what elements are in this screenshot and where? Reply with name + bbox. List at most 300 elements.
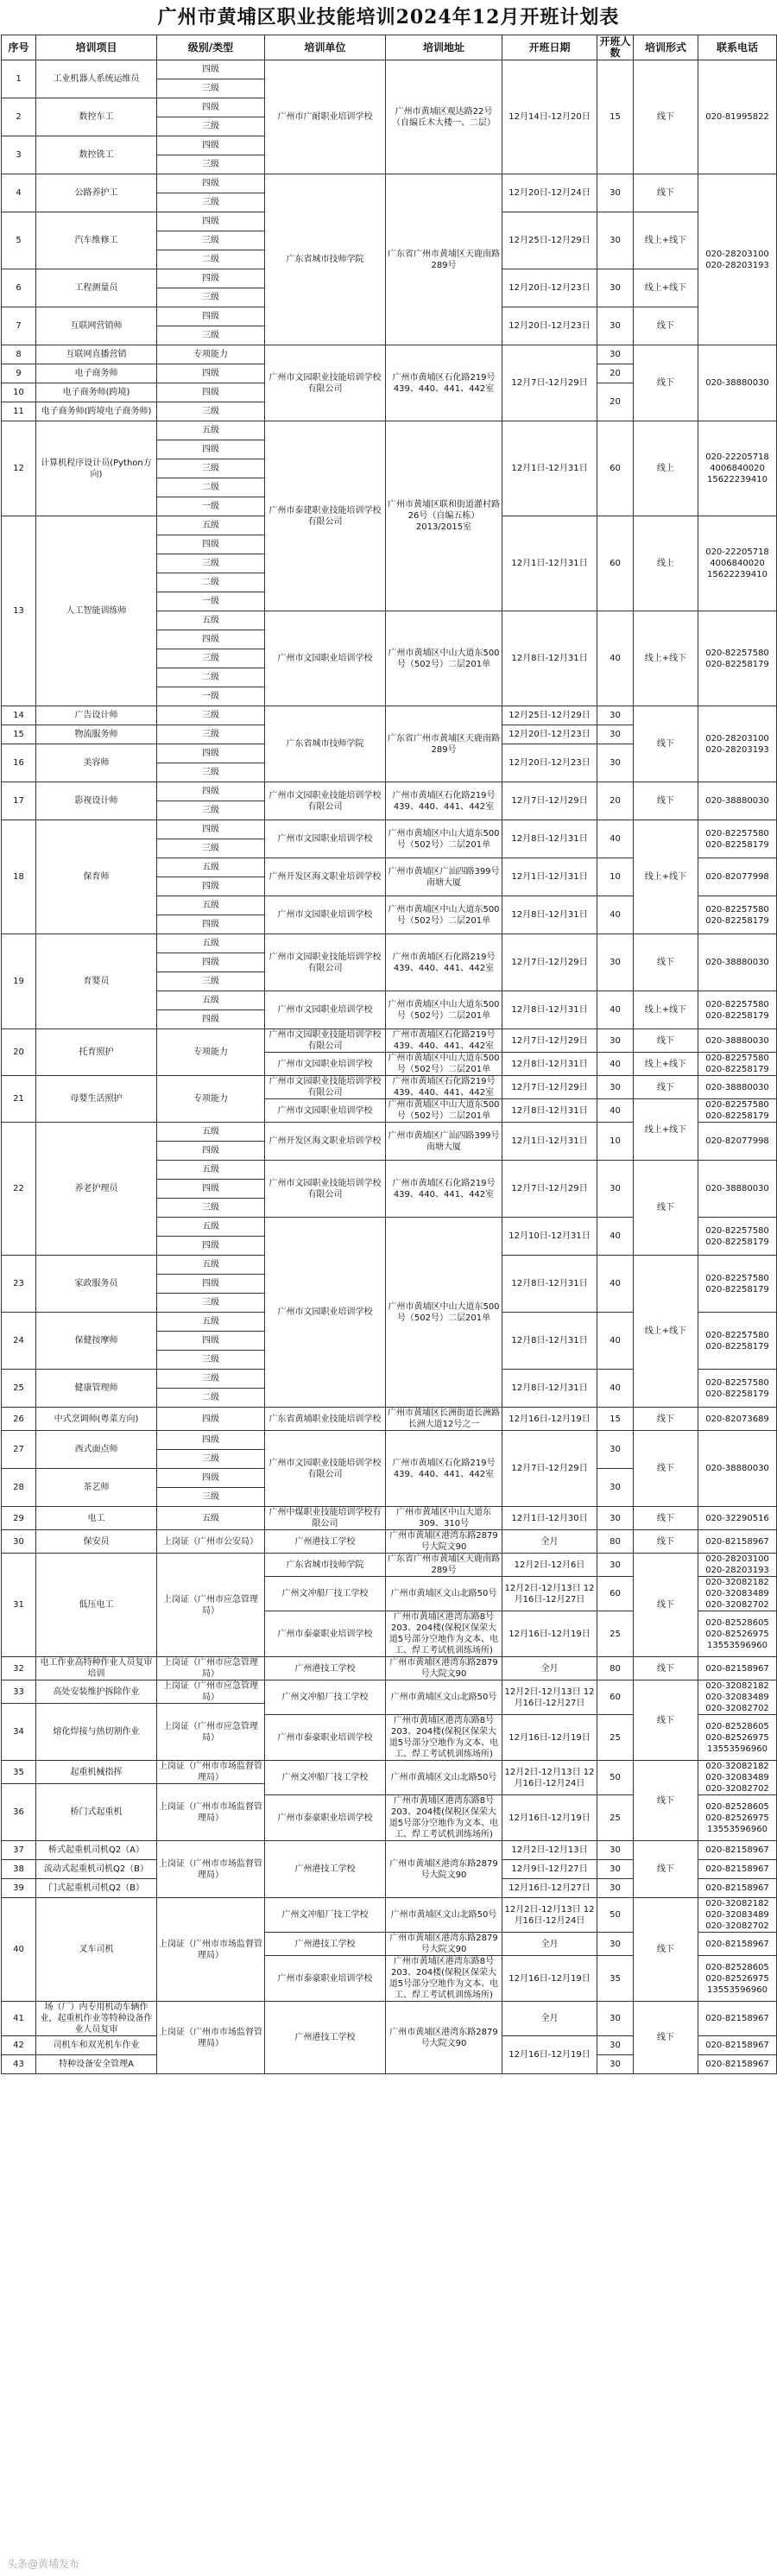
col-project-cell: 工业机器人系统运维员 bbox=[36, 60, 157, 98]
col-date-cell: 12月9日-12月27日 bbox=[502, 1860, 597, 1879]
col-address-cell: 广州市黄埔区石化路219号439、440、441、442室 bbox=[386, 1029, 502, 1053]
source-watermark: 头条@黄埔发布 bbox=[7, 2558, 80, 2570]
col-level-cell: 二级 bbox=[157, 478, 265, 497]
col-date-cell: 12月20日-12月23日 bbox=[502, 269, 597, 307]
col-level-cell: 上岗证（广州市公安局） bbox=[157, 1530, 265, 1554]
col-phone-header: 联系电话 bbox=[698, 35, 777, 60]
col-level-cell: 五级 bbox=[157, 1256, 265, 1275]
col-unit-cell: 广州港技工学校 bbox=[265, 1841, 386, 1898]
col-phone-cell: 020-82158967 bbox=[698, 2002, 777, 2036]
col-seq-cell: 37 bbox=[2, 1841, 36, 1860]
col-address-cell: 广州市黄埔区中山大道东500号（502号）二层201单 bbox=[386, 1053, 502, 1076]
col-seq-cell: 10 bbox=[2, 383, 36, 402]
col-seq-cell: 12 bbox=[2, 421, 36, 516]
col-date-cell: 12月16日-12月19日 bbox=[502, 2036, 597, 2074]
col-seq-cell: 33 bbox=[2, 1680, 36, 1704]
col-level-cell: 上岗证（广州市市场监督管理局） bbox=[157, 1761, 265, 1784]
col-project-cell: 托育照护 bbox=[36, 1029, 157, 1076]
col-phone-cell: 020-82257580 020-82258179 bbox=[698, 1053, 777, 1076]
col-level-cell: 四级 bbox=[157, 782, 265, 801]
col-unit-cell: 广州市泰建职业技能培训学校有限公司 bbox=[265, 421, 386, 611]
col-mode-cell: 线下 bbox=[634, 1161, 698, 1256]
col-phone-cell: 020-22205718 4006840020 15622239410 bbox=[698, 421, 777, 516]
col-address-cell: 广州市黄埔区中山大道东500号（502号）二层201单 bbox=[386, 1099, 502, 1123]
col-mode-cell: 线下 bbox=[634, 307, 698, 345]
col-seq-cell: 11 bbox=[2, 402, 36, 421]
col-phone-cell: 020-82158967 bbox=[698, 1841, 777, 1860]
col-mode-cell: 线上+线下 bbox=[634, 611, 698, 706]
col-level-cell: 三级 bbox=[157, 288, 265, 307]
col-date-cell: 12月14日-12月20日 bbox=[502, 60, 597, 174]
col-project-cell: 高处安装维护拆除作业 bbox=[36, 1680, 157, 1704]
col-unit-cell: 广东省城市技师学院 bbox=[265, 174, 386, 345]
col-count-cell: 40 bbox=[597, 1313, 634, 1370]
col-date-cell: 全月 bbox=[502, 1657, 597, 1680]
col-project-cell: 熔化焊接与热切割作业 bbox=[36, 1704, 157, 1761]
table-row bbox=[2, 60, 777, 79]
col-seq-cell: 24 bbox=[2, 1313, 36, 1370]
col-phone-cell: 020-82158967 bbox=[698, 2055, 777, 2074]
col-seq-cell: 9 bbox=[2, 364, 36, 383]
col-phone-cell: 020-82257580 020-82258179 bbox=[698, 611, 777, 706]
col-project-cell: 育婴员 bbox=[36, 934, 157, 1029]
table-row bbox=[2, 1841, 777, 1860]
col-count-cell: 30 bbox=[597, 1507, 634, 1530]
col-phone-cell: 020-82257580 020-82258179 bbox=[698, 1370, 777, 1408]
col-address-cell: 广州市黄埔区中山大道东309、310号 bbox=[386, 1507, 502, 1530]
col-mode-cell: 线下 bbox=[634, 1761, 698, 1841]
col-level-cell: 专项能力 bbox=[157, 1029, 265, 1076]
col-level-cell: 三级 bbox=[157, 725, 265, 744]
col-unit-cell: 广州市文园职业培训学校 bbox=[265, 1053, 386, 1076]
col-date-cell: 12月8日-12月31日 bbox=[502, 991, 597, 1029]
col-seq-cell: 28 bbox=[2, 1469, 36, 1507]
col-address-cell: 广州市黄埔区中山大道东500号（502号）二层201单 bbox=[386, 1218, 502, 1408]
col-seq-cell: 40 bbox=[2, 1898, 36, 2002]
table-row bbox=[2, 1431, 777, 1450]
col-date-cell: 12月25日-12月29日 bbox=[502, 706, 597, 725]
col-count-cell: 30 bbox=[597, 706, 634, 725]
col-mode-cell: 线下 bbox=[634, 174, 698, 212]
col-mode-header: 培训形式 bbox=[634, 35, 698, 60]
col-level-cell: 四级 bbox=[157, 98, 265, 117]
table-row bbox=[2, 1554, 777, 1577]
col-count-cell: 50 bbox=[597, 1898, 634, 1933]
col-mode-cell: 线下 bbox=[634, 1898, 698, 2002]
col-mode-cell: 线下 bbox=[634, 1657, 698, 1680]
col-mode-cell: 线下 bbox=[634, 1076, 698, 1099]
col-level-cell: 四级 bbox=[157, 269, 265, 288]
col-count-cell: 15 bbox=[597, 1408, 634, 1431]
col-seq-cell: 16 bbox=[2, 744, 36, 782]
col-count-cell: 30 bbox=[597, 1860, 634, 1879]
col-level-cell: 三级 bbox=[157, 801, 265, 820]
col-address-cell: 广州市黄埔区广汕四路399号南塘大厦 bbox=[386, 1123, 502, 1161]
col-level-cell: 专项能力 bbox=[157, 345, 265, 364]
col-level-cell: 四级 bbox=[157, 383, 265, 402]
col-project-cell: 起重机械指挥 bbox=[36, 1761, 157, 1784]
col-date-cell: 12月16日-12月19日 bbox=[502, 1408, 597, 1431]
col-unit-cell: 广州市广耐职业培训学校 bbox=[265, 60, 386, 174]
col-address-cell: 广州市黄埔区中山大道东500号（502号）二层201单 bbox=[386, 611, 502, 706]
col-address-cell: 广州市黄埔区中山大道东500号（502号）二层201单 bbox=[386, 820, 502, 858]
col-count-cell: 40 bbox=[597, 991, 634, 1029]
col-date-cell: 12月25日-12月29日 bbox=[502, 212, 597, 269]
table-row bbox=[2, 1076, 777, 1099]
col-level-cell: 四级 bbox=[157, 1469, 265, 1488]
col-project-cell: 场（厂）内专用机动车辆作业，起重机作业等特种设备作业人员复审 bbox=[36, 2002, 157, 2036]
col-level-cell: 五级 bbox=[157, 1313, 265, 1332]
col-address-cell: 广州市黄埔区港湾东路2879号大院文90 bbox=[386, 1933, 502, 1956]
col-seq-cell: 3 bbox=[2, 136, 36, 174]
col-level-cell: 五级 bbox=[157, 858, 265, 877]
col-seq-cell: 17 bbox=[2, 782, 36, 820]
col-date-cell: 12月1日-12月31日 bbox=[502, 421, 597, 516]
table-row bbox=[2, 2002, 777, 2036]
col-seq-cell: 26 bbox=[2, 1408, 36, 1431]
col-project-cell: 中式烹调师(粤菜方向) bbox=[36, 1408, 157, 1431]
col-date-cell: 12月7日-12月29日 bbox=[502, 1431, 597, 1507]
col-project-cell: 低压电工 bbox=[36, 1554, 157, 1657]
col-unit-cell: 广州市文园职业技能培训学校有限公司 bbox=[265, 1076, 386, 1099]
col-level-cell: 四级 bbox=[157, 1010, 265, 1029]
col-project-cell: 西式面点师 bbox=[36, 1431, 157, 1469]
col-mode-cell: 线下 bbox=[634, 1431, 698, 1507]
col-unit-cell: 广州市文园职业培训学校 bbox=[265, 820, 386, 858]
col-count-cell: 20 bbox=[597, 782, 634, 820]
table-row bbox=[2, 706, 777, 725]
col-level-cell: 五级 bbox=[157, 611, 265, 630]
col-phone-cell: 020-82528605 020-82526975 13553596960 bbox=[698, 1956, 777, 2002]
col-mode-cell: 线下 bbox=[634, 2002, 698, 2074]
table-row bbox=[2, 934, 777, 953]
col-date-cell: 12月8日-12月31日 bbox=[502, 1099, 597, 1123]
col-phone-cell: 020-82257580 020-82258179 bbox=[698, 820, 777, 858]
col-level-cell: 三级 bbox=[157, 706, 265, 725]
col-count-cell: 30 bbox=[597, 307, 634, 345]
col-unit-cell: 广州市泰豪职业培训学校 bbox=[265, 1956, 386, 2002]
col-project-cell: 美容师 bbox=[36, 744, 157, 782]
col-seq-cell: 5 bbox=[2, 212, 36, 269]
col-level-cell: 一级 bbox=[157, 497, 265, 516]
col-seq-cell: 15 bbox=[2, 725, 36, 744]
col-unit-cell: 广州市文园职业培训学校 bbox=[265, 1099, 386, 1123]
table-row bbox=[2, 782, 777, 801]
col-address-cell: 广州市黄埔区长洲街道长洲路长洲大道12号之一 bbox=[386, 1408, 502, 1431]
col-count-cell: 30 bbox=[597, 1933, 634, 1956]
col-count-cell: 30 bbox=[597, 212, 634, 269]
col-address-cell: 广州市黄埔区港湾东路8号203、204楼(保税区保荣大道5号部分空地作为文本、电工、焊工考试机训练场所) bbox=[386, 1611, 502, 1657]
col-seq-cell: 4 bbox=[2, 174, 36, 212]
col-unit-cell: 广州市泰豪职业培训学校 bbox=[265, 1611, 386, 1657]
col-count-cell: 10 bbox=[597, 1123, 634, 1161]
col-seq-cell: 13 bbox=[2, 516, 36, 706]
col-project-cell: 互联网直播营销 bbox=[36, 345, 157, 364]
col-level-header: 级别/类型 bbox=[157, 35, 265, 60]
col-level-cell: 三级 bbox=[157, 839, 265, 858]
col-date-cell: 12月7日-12月29日 bbox=[502, 934, 597, 991]
col-level-cell: 四级 bbox=[157, 820, 265, 839]
col-unit-cell: 广州市文园职业培训学校 bbox=[265, 896, 386, 934]
col-count-cell: 30 bbox=[597, 1469, 634, 1507]
col-seq-cell: 29 bbox=[2, 1507, 36, 1530]
col-phone-cell: 020-28203100 020-28203193 bbox=[698, 1554, 777, 1577]
table-row bbox=[2, 1530, 777, 1554]
page-title: 广州市黄埔区职业技能培训2024年12月开班计划表 bbox=[157, 6, 620, 28]
col-project-cell: 工程测量员 bbox=[36, 269, 157, 307]
col-date-cell: 12月8日-12月31日 bbox=[502, 1053, 597, 1076]
col-date-cell: 12月2日-12月13日 12月16日-12月24日 bbox=[502, 1761, 597, 1795]
col-date-cell: 12月7日-12月29日 bbox=[502, 1029, 597, 1053]
col-address-cell: 广州市黄埔区港湾东路2879号大院文90 bbox=[386, 2002, 502, 2074]
col-level-cell: 一级 bbox=[157, 687, 265, 706]
col-phone-cell: 020-38880030 bbox=[698, 1076, 777, 1099]
col-date-cell: 12月8日-12月31日 bbox=[502, 896, 597, 934]
col-count-cell: 60 bbox=[597, 421, 634, 516]
col-level-cell: 四级 bbox=[157, 630, 265, 649]
col-date-cell: 12月7日-12月29日 bbox=[502, 1161, 597, 1218]
col-count-cell: 30 bbox=[597, 2055, 634, 2074]
col-level-cell: 二级 bbox=[157, 668, 265, 687]
col-date-cell: 12月8日-12月31日 bbox=[502, 1256, 597, 1313]
col-count-cell: 30 bbox=[597, 725, 634, 744]
col-level-cell: 三级 bbox=[157, 155, 265, 174]
col-seq-cell: 14 bbox=[2, 706, 36, 725]
col-count-cell: 25 bbox=[597, 1611, 634, 1657]
col-level-cell: 四级 bbox=[157, 535, 265, 554]
col-level-cell: 四级 bbox=[157, 212, 265, 231]
col-address-cell: 广州市黄埔区文山北路50号 bbox=[386, 1898, 502, 1933]
col-unit-cell: 广州市文园职业技能培训学校有限公司 bbox=[265, 934, 386, 991]
col-unit-cell: 广州开发区海文职业培训学校 bbox=[265, 1123, 386, 1161]
col-level-cell: 五级 bbox=[157, 1218, 265, 1237]
col-seq-cell: 19 bbox=[2, 934, 36, 1029]
col-seq-cell: 20 bbox=[2, 1029, 36, 1076]
col-count-cell: 30 bbox=[597, 2002, 634, 2036]
col-date-cell: 12月1日-12月30日 bbox=[502, 1507, 597, 1530]
col-date-cell: 12月1日-12月31日 bbox=[502, 1123, 597, 1161]
col-address-cell: 广东省广州市黄埔区天鹿南路289号 bbox=[386, 1554, 502, 1577]
col-unit-cell: 广州市文园职业培训学校 bbox=[265, 991, 386, 1029]
table-row bbox=[2, 1408, 777, 1431]
col-level-cell: 四级 bbox=[157, 1408, 265, 1431]
col-unit-cell: 广州市文园职业技能培训学校有限公司 bbox=[265, 1431, 386, 1507]
col-mode-cell: 线下 bbox=[634, 60, 698, 174]
col-unit-cell: 广州港技工学校 bbox=[265, 1530, 386, 1554]
col-date-cell: 12月2日-12月13日 12月16日-12月24日 bbox=[502, 1898, 597, 1933]
col-phone-cell: 020-82077998 bbox=[698, 858, 777, 896]
col-unit-header: 培训单位 bbox=[265, 35, 386, 60]
col-count-cell: 50 bbox=[597, 1761, 634, 1795]
col-phone-cell: 020-32082182 020-32083489 020-32082702 bbox=[698, 1898, 777, 1933]
col-project-cell: 物流服务师 bbox=[36, 725, 157, 744]
col-seq-cell: 7 bbox=[2, 307, 36, 345]
col-address-cell: 广州市黄埔区港湾东路8号203、204楼(保税区保荣大道5号部分空地作为文本、电工、焊工考试机训练场所) bbox=[386, 1956, 502, 2002]
col-date-cell: 12月8日-12月31日 bbox=[502, 611, 597, 706]
col-count-cell: 30 bbox=[597, 174, 634, 212]
col-project-cell: 电子商务师(跨境电子商务师) bbox=[36, 402, 157, 421]
col-address-cell: 广州市黄埔区石化路219号439、440、441、442室 bbox=[386, 1161, 502, 1218]
col-address-cell: 广州市黄埔区港湾东路8号203、204楼(保税区保荣大道5号部分空地作为文本、电工、焊工考试机训练场所) bbox=[386, 1795, 502, 1841]
col-level-cell: 四级 bbox=[157, 136, 265, 155]
col-count-cell: 30 bbox=[597, 1076, 634, 1099]
col-address-header: 培训地址 bbox=[386, 35, 502, 60]
col-phone-cell: 020-82158967 bbox=[698, 2036, 777, 2055]
col-date-cell: 12月1日-12月31日 bbox=[502, 516, 597, 611]
col-mode-cell: 线上+线下 bbox=[634, 269, 698, 307]
col-project-cell: 影视设计师 bbox=[36, 782, 157, 820]
col-phone-cell: 020-82158967 bbox=[698, 1860, 777, 1879]
col-phone-cell: 020-82257580 020-82258179 bbox=[698, 896, 777, 934]
col-address-cell: 广州市黄埔区广汕四路399号南塘大厦 bbox=[386, 858, 502, 896]
col-address-cell: 广州市黄埔区联和街道灌村路26号（自编五栋）2013/2015室 bbox=[386, 421, 502, 611]
col-level-cell: 五级 bbox=[157, 1123, 265, 1142]
col-phone-cell: 020-82257580 020-82258179 bbox=[698, 1218, 777, 1256]
col-level-cell: 三级 bbox=[157, 459, 265, 478]
col-level-cell: 四级 bbox=[157, 1332, 265, 1351]
col-level-cell: 上岗证（广州市应急管理局） bbox=[157, 1680, 265, 1704]
col-unit-cell: 广州市文园职业培训学校 bbox=[265, 1218, 386, 1408]
col-date-cell: 12月8日-12月31日 bbox=[502, 820, 597, 858]
col-date-cell: 12月20日-12月23日 bbox=[502, 744, 597, 782]
col-address-cell: 广州市黄埔区石化路219号439、440、441、442室 bbox=[386, 934, 502, 991]
col-count-cell: 25 bbox=[597, 1795, 634, 1841]
col-seq-cell: 18 bbox=[2, 820, 36, 934]
col-unit-cell: 广州市泰豪职业培训学校 bbox=[265, 1715, 386, 1761]
col-level-cell: 四级 bbox=[157, 174, 265, 193]
col-seq-cell: 23 bbox=[2, 1256, 36, 1313]
col-unit-cell: 广州市文园职业技能培训学校有限公司 bbox=[265, 1161, 386, 1218]
col-date-cell: 12月2日-12月6日 bbox=[502, 1554, 597, 1577]
table-row bbox=[2, 1507, 777, 1530]
col-seq-cell: 1 bbox=[2, 60, 36, 98]
col-seq-cell: 27 bbox=[2, 1431, 36, 1469]
col-phone-cell: 020-28203100 020-28203193 bbox=[698, 174, 777, 345]
col-project-cell: 门式起重机司机Q2（B） bbox=[36, 1879, 157, 1898]
col-date-header: 开班日期 bbox=[502, 35, 597, 60]
col-seq-cell: 35 bbox=[2, 1761, 36, 1784]
col-date-cell: 12月8日-12月31日 bbox=[502, 1313, 597, 1370]
col-unit-cell: 广州文冲船厂技工学校 bbox=[265, 1577, 386, 1611]
col-seq-cell: 34 bbox=[2, 1704, 36, 1761]
col-unit-cell: 广州市文园职业技能培训学校有限公司 bbox=[265, 1029, 386, 1053]
col-mode-cell: 线下 bbox=[634, 1841, 698, 1898]
table-row bbox=[2, 345, 777, 364]
col-date-cell: 12月16日-12月19日 bbox=[502, 1715, 597, 1761]
col-project-cell: 保健按摩师 bbox=[36, 1313, 157, 1370]
col-seq-cell: 21 bbox=[2, 1076, 36, 1123]
col-level-cell: 三级 bbox=[157, 231, 265, 250]
col-project-cell: 养老护理员 bbox=[36, 1123, 157, 1256]
col-count-cell: 40 bbox=[597, 896, 634, 934]
col-level-cell: 四级 bbox=[157, 1431, 265, 1450]
col-project-cell: 司机车和双光机车作业 bbox=[36, 2036, 157, 2055]
col-unit-cell: 广东省城市技师学院 bbox=[265, 1554, 386, 1577]
col-date-cell: 12月2日-12月13日 12月16日-12月27日 bbox=[502, 1577, 597, 1611]
col-date-cell: 12月20日-12月23日 bbox=[502, 307, 597, 345]
col-level-cell: 上岗证（广州市市场监督管理局） bbox=[157, 1784, 265, 1841]
col-phone-cell: 020-28203100 020-28203193 bbox=[698, 706, 777, 782]
col-address-cell: 广东省广州市黄埔区天鹿南路289号 bbox=[386, 706, 502, 782]
col-phone-cell: 020-32290516 bbox=[698, 1507, 777, 1530]
col-unit-cell: 广州开发区海文职业培训学校 bbox=[265, 858, 386, 896]
col-seq-cell: 25 bbox=[2, 1370, 36, 1408]
col-count-cell: 30 bbox=[597, 1431, 634, 1469]
col-phone-cell: 020-38880030 bbox=[698, 1431, 777, 1507]
col-count-cell: 30 bbox=[597, 1161, 634, 1218]
col-level-cell: 四级 bbox=[157, 60, 265, 79]
col-level-cell: 三级 bbox=[157, 1450, 265, 1469]
col-count-cell: 15 bbox=[597, 60, 634, 174]
col-phone-cell: 020-82528605 020-82526975 13553596960 bbox=[698, 1795, 777, 1841]
col-mode-cell: 线下 bbox=[634, 1507, 698, 1530]
col-mode-cell: 线下 bbox=[634, 1408, 698, 1431]
col-phone-cell: 020-38880030 bbox=[698, 345, 777, 421]
col-level-cell: 三级 bbox=[157, 972, 265, 991]
col-level-cell: 五级 bbox=[157, 991, 265, 1010]
col-project-cell: 健康管理师 bbox=[36, 1370, 157, 1408]
col-count-cell: 40 bbox=[597, 1099, 634, 1123]
col-unit-cell: 广东省城市技师学院 bbox=[265, 706, 386, 782]
col-address-cell: 广州市黄埔区石化路219号439、440、441、442室 bbox=[386, 782, 502, 820]
table-row bbox=[2, 1657, 777, 1680]
col-date-cell: 12月7日-12月29日 bbox=[502, 782, 597, 820]
col-count-cell: 30 bbox=[597, 1879, 634, 1898]
col-date-cell: 12月16日-12月19日 bbox=[502, 1956, 597, 2002]
col-level-cell: 三级 bbox=[157, 1488, 265, 1507]
col-project-cell: 流动式起重机司机Q2（B） bbox=[36, 1860, 157, 1879]
col-seq-cell: 32 bbox=[2, 1657, 36, 1680]
col-level-cell: 五级 bbox=[157, 896, 265, 915]
col-phone-cell: 020-32082182 020-32083489 020-32082702 bbox=[698, 1577, 777, 1611]
col-level-cell: 上岗证（广州市应急管理局） bbox=[157, 1704, 265, 1761]
col-unit-cell: 广州中煤职业技能培训学校有限公司 bbox=[265, 1507, 386, 1530]
col-level-cell: 四级 bbox=[157, 744, 265, 763]
col-project-cell: 电工 bbox=[36, 1507, 157, 1530]
col-level-cell: 四级 bbox=[157, 1237, 265, 1256]
col-phone-cell: 020-82528605 020-82526975 13553596960 bbox=[698, 1715, 777, 1761]
col-project-cell: 计算机程序设计员(Python方向) bbox=[36, 421, 157, 516]
col-project-cell: 电工作业高特种作业人员复审培训 bbox=[36, 1657, 157, 1680]
col-level-cell: 四级 bbox=[157, 364, 265, 383]
col-mode-cell: 线上 bbox=[634, 516, 698, 611]
col-address-cell: 广州市黄埔区石化路219号439、440、441、442室 bbox=[386, 1076, 502, 1099]
col-count-cell: 20 bbox=[597, 383, 634, 421]
col-count-cell: 60 bbox=[597, 516, 634, 611]
col-count-header: 开班人数 bbox=[597, 35, 634, 60]
col-address-cell: 广州市黄埔区港湾东路2879号大院文90 bbox=[386, 1841, 502, 1898]
col-address-cell: 广州市黄埔区文山北路50号 bbox=[386, 1680, 502, 1715]
col-phone-cell: 020-38880030 bbox=[698, 934, 777, 991]
col-level-cell: 三级 bbox=[157, 1351, 265, 1370]
col-count-cell: 30 bbox=[597, 1029, 634, 1053]
col-count-cell: 25 bbox=[597, 1715, 634, 1761]
col-seq-cell: 31 bbox=[2, 1554, 36, 1657]
col-seq-cell: 39 bbox=[2, 1879, 36, 1898]
col-count-cell: 30 bbox=[597, 269, 634, 307]
col-project-cell: 保安员 bbox=[36, 1530, 157, 1554]
col-date-cell: 全月 bbox=[502, 1530, 597, 1554]
col-count-cell: 40 bbox=[597, 611, 634, 706]
col-date-cell: 全月 bbox=[502, 2002, 597, 2036]
col-mode-cell: 线上+线下 bbox=[634, 1053, 698, 1076]
table-row bbox=[2, 1761, 777, 1784]
col-level-cell: 三级 bbox=[157, 1294, 265, 1313]
col-seq-header: 序号 bbox=[2, 35, 36, 60]
col-mode-cell: 线上+线下 bbox=[634, 820, 698, 934]
col-mode-cell: 线上+线下 bbox=[634, 1256, 698, 1408]
col-address-cell: 广东省广州市黄埔区天鹿南路289号 bbox=[386, 174, 502, 345]
